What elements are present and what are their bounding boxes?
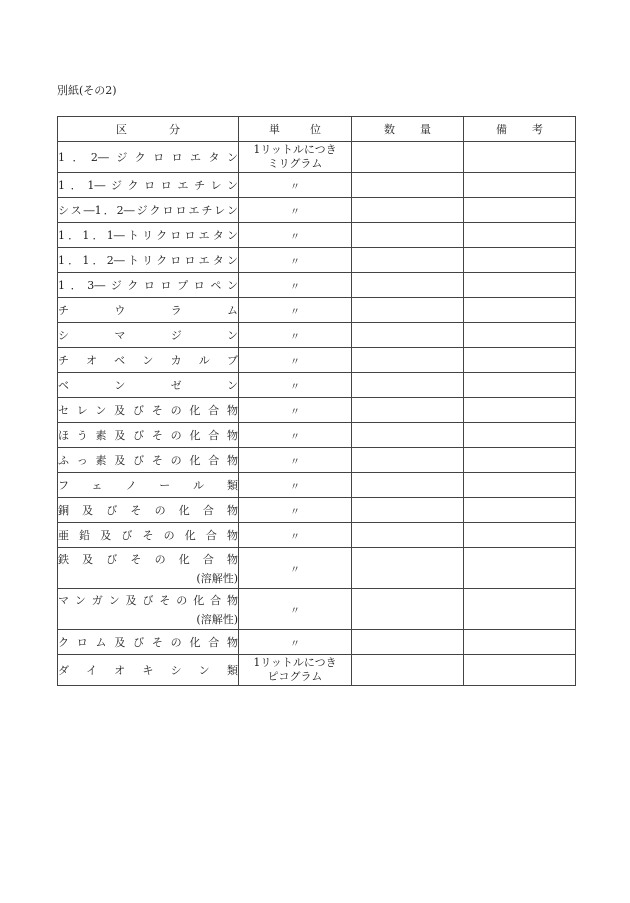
- row-quantity[interactable]: [352, 630, 464, 655]
- header-unit: 単 位: [239, 117, 352, 142]
- row-unit-ditto: 〃: [239, 523, 352, 548]
- row-quantity[interactable]: [352, 523, 464, 548]
- table-row: [58, 373, 576, 398]
- row-remarks[interactable]: [464, 373, 576, 398]
- header-category: 区 分: [58, 117, 239, 142]
- table-row: [58, 548, 576, 589]
- table-row: [58, 298, 576, 323]
- table-row: [58, 273, 576, 298]
- table-row: [58, 142, 576, 173]
- table-row: [58, 248, 576, 273]
- row-quantity[interactable]: [352, 398, 464, 423]
- row-unit-ditto: 〃: [239, 373, 352, 398]
- row-quantity[interactable]: [352, 448, 464, 473]
- row-remarks[interactable]: [464, 198, 576, 223]
- row-remarks[interactable]: [464, 448, 576, 473]
- table-row: [58, 198, 576, 223]
- row-unit-ditto: 〃: [239, 473, 352, 498]
- row-name: チオベンカルブ: [58, 348, 239, 373]
- row-note: (溶解性): [196, 612, 238, 626]
- row-unit-ditto: 〃: [239, 398, 352, 423]
- table-header-row: [58, 117, 576, 142]
- table-row: [58, 223, 576, 248]
- row-remarks[interactable]: [464, 323, 576, 348]
- document-title: 別紙(その2): [57, 84, 117, 97]
- row-quantity[interactable]: [352, 223, 464, 248]
- report-table: [57, 116, 576, 686]
- row-remarks[interactable]: [464, 348, 576, 373]
- table-row: [58, 448, 576, 473]
- row-quantity[interactable]: [352, 248, 464, 273]
- row-quantity[interactable]: [352, 323, 464, 348]
- row-quantity[interactable]: [352, 198, 464, 223]
- row-quantity[interactable]: [352, 348, 464, 373]
- row-unit: 1リットルにつき ミリグラム: [239, 142, 352, 173]
- row-remarks[interactable]: [464, 548, 576, 589]
- row-name: 銅及びその化合物: [58, 498, 239, 523]
- row-unit-ditto: 〃: [239, 298, 352, 323]
- table-row: [58, 398, 576, 423]
- row-quantity[interactable]: [352, 273, 464, 298]
- table-row: [58, 655, 576, 686]
- row-remarks[interactable]: [464, 423, 576, 448]
- row-unit: 1リットルにつき ピコグラム: [239, 655, 352, 686]
- row-name: チウラム: [58, 298, 239, 323]
- row-name: シス―1．2―ジクロロエチレン: [58, 198, 239, 223]
- row-quantity[interactable]: [352, 655, 464, 686]
- row-unit-ditto: 〃: [239, 248, 352, 273]
- row-name: フェノール類: [58, 473, 239, 498]
- row-remarks[interactable]: [464, 498, 576, 523]
- row-quantity[interactable]: [352, 423, 464, 448]
- header-remarks: 備 考: [464, 117, 576, 142]
- row-unit-ditto: 〃: [239, 198, 352, 223]
- row-unit-ditto: 〃: [239, 589, 352, 630]
- row-name: 1．2―ジクロロエタン: [58, 142, 239, 173]
- row-note: (溶解性): [196, 571, 238, 585]
- table-row: [58, 630, 576, 655]
- row-remarks[interactable]: [464, 298, 576, 323]
- header-quantity: 数 量: [352, 117, 464, 142]
- row-remarks[interactable]: [464, 142, 576, 173]
- table-row: [58, 173, 576, 198]
- row-quantity[interactable]: [352, 298, 464, 323]
- row-quantity[interactable]: [352, 173, 464, 198]
- row-remarks[interactable]: [464, 173, 576, 198]
- table-row: [58, 498, 576, 523]
- row-remarks[interactable]: [464, 589, 576, 630]
- table-row: [58, 323, 576, 348]
- row-remarks[interactable]: [464, 223, 576, 248]
- row-name: ほう素及びその化合物: [58, 423, 239, 448]
- table-row: [58, 589, 576, 630]
- row-quantity[interactable]: [352, 589, 464, 630]
- row-name: セレン及びその化合物: [58, 398, 239, 423]
- row-unit-ditto: 〃: [239, 173, 352, 198]
- row-name: 鉄及びその化合物 (溶解性): [58, 548, 239, 589]
- row-unit-ditto: 〃: [239, 323, 352, 348]
- table-row: [58, 423, 576, 448]
- row-quantity[interactable]: [352, 498, 464, 523]
- row-unit-ditto: 〃: [239, 630, 352, 655]
- row-name: 1．3―ジクロロプロペン: [58, 273, 239, 298]
- row-name: 1．1．1―トリクロロエタン: [58, 223, 239, 248]
- row-quantity[interactable]: [352, 142, 464, 173]
- row-unit-ditto: 〃: [239, 423, 352, 448]
- row-unit-ditto: 〃: [239, 498, 352, 523]
- row-name: ダイオキシン類: [58, 655, 239, 686]
- row-remarks[interactable]: [464, 473, 576, 498]
- row-remarks[interactable]: [464, 630, 576, 655]
- row-remarks[interactable]: [464, 273, 576, 298]
- row-name: 1．1―ジクロロエチレン: [58, 173, 239, 198]
- row-remarks[interactable]: [464, 248, 576, 273]
- row-remarks[interactable]: [464, 655, 576, 686]
- row-remarks[interactable]: [464, 398, 576, 423]
- row-name: ベンゼン: [58, 373, 239, 398]
- table-row: [58, 473, 576, 498]
- row-name: ふっ素及びその化合物: [58, 448, 239, 473]
- row-name: クロム及びその化合物: [58, 630, 239, 655]
- row-unit-ditto: 〃: [239, 448, 352, 473]
- row-unit-ditto: 〃: [239, 348, 352, 373]
- row-quantity[interactable]: [352, 473, 464, 498]
- row-quantity[interactable]: [352, 373, 464, 398]
- row-unit-ditto: 〃: [239, 223, 352, 248]
- row-quantity[interactable]: [352, 548, 464, 589]
- row-name: シマジン: [58, 323, 239, 348]
- row-name: マンガン及びその化合物 (溶解性): [58, 589, 239, 630]
- row-unit-ditto: 〃: [239, 273, 352, 298]
- table-row: [58, 523, 576, 548]
- table-row: [58, 348, 576, 373]
- row-remarks[interactable]: [464, 523, 576, 548]
- row-name: 1．1．2―トリクロロエタン: [58, 248, 239, 273]
- row-name: 亜鉛及びその化合物: [58, 523, 239, 548]
- row-unit-ditto: 〃: [239, 548, 352, 589]
